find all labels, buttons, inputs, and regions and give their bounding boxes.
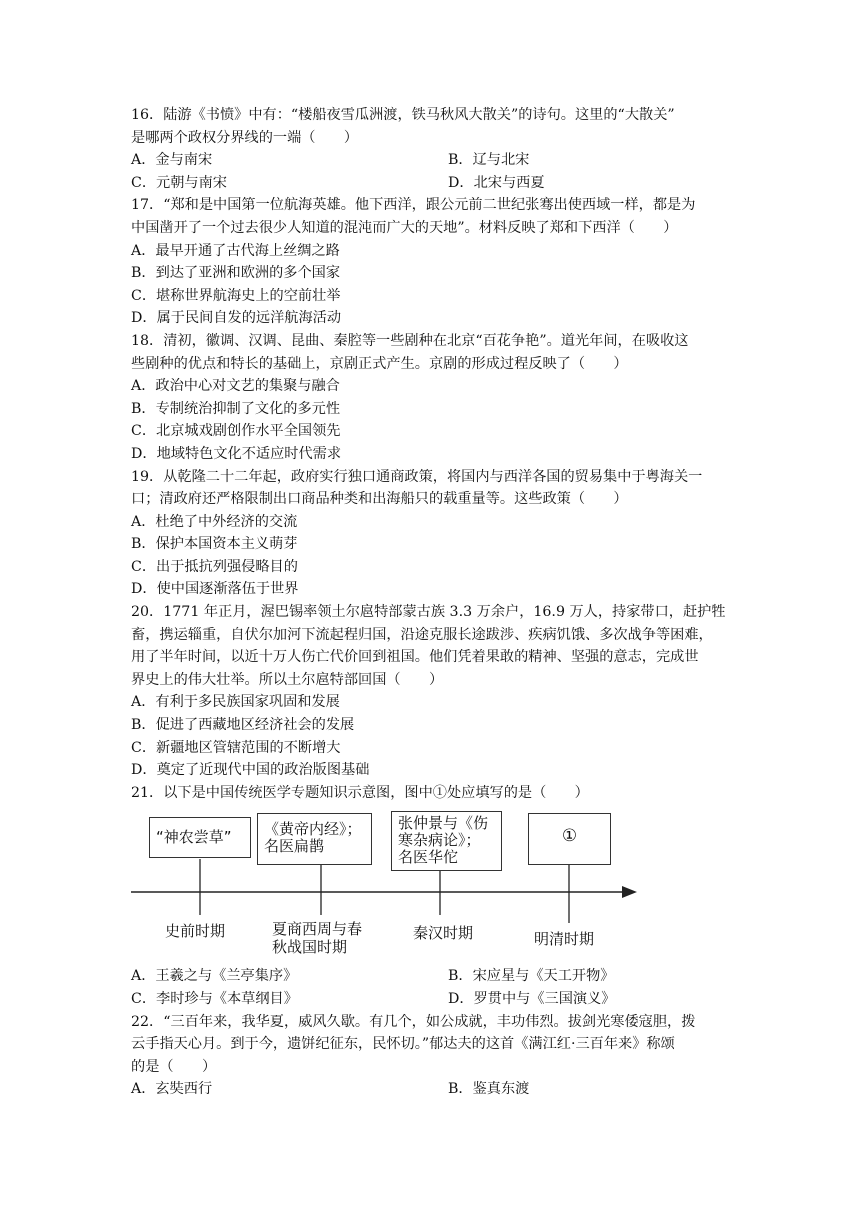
- period-label: 夏商西周与春 秋战国时期: [272, 920, 363, 957]
- option-row: [131, 443, 736, 466]
- option-c[interactable]: C．出于抵抗列强侵略目的: [131, 558, 298, 575]
- option-c[interactable]: C．北京城戏剧创作水平全国领先: [131, 423, 341, 440]
- option-d[interactable]: D．罗贯中与《三国演义》: [448, 991, 616, 1007]
- option-d[interactable]: D．奠定了近现代中国的政治版图基础: [131, 762, 370, 779]
- option-b[interactable]: B．专制统治抑制了文化的多元性: [131, 400, 341, 417]
- option-c[interactable]: C．新疆地区管辖范围的不断增大: [131, 739, 341, 756]
- question-17: [131, 194, 736, 330]
- option-b[interactable]: B．到达了亚洲和欧洲的多个国家: [131, 265, 341, 282]
- diagram-box-ming-qing: [528, 813, 611, 865]
- question-stem: [131, 466, 736, 511]
- question-20: [131, 601, 736, 782]
- box-text: 名医华佗: [398, 848, 459, 867]
- question-19: [131, 466, 736, 602]
- stem-line: 中国凿开了一个过去很少人知道的混沌而广大的天地”。材料反映了郑和下西洋（ ）: [131, 219, 678, 236]
- option-c[interactable]: C．堪称世界航海史上的空前壮举: [131, 287, 341, 304]
- option-row: [131, 172, 736, 195]
- option-c[interactable]: C．元朝与南宋: [131, 174, 227, 191]
- option-b[interactable]: B．辽与北宋: [448, 152, 530, 169]
- box-text: “神农尝草”: [156, 828, 232, 847]
- option-a[interactable]: A．玄奘西行: [131, 1081, 213, 1098]
- option-row: [131, 737, 736, 760]
- option-row: [131, 375, 736, 398]
- stem-line: 畜，携运辎重，自伏尔加河下流起程归国，沿途克服长途跋涉、疾病饥饿、多次战争等困难，: [131, 626, 713, 643]
- option-b[interactable]: B．鉴真东渡: [448, 1081, 530, 1098]
- option-a[interactable]: A．王羲之与《兰亭集序》: [131, 968, 298, 985]
- option-row: [131, 307, 736, 330]
- option-b[interactable]: B．促进了西藏地区经济社会的发展: [131, 717, 355, 734]
- option-row: [131, 965, 736, 988]
- option-a[interactable]: A．最早开通了古代海上丝绸之路: [131, 242, 340, 259]
- question-stem: [131, 194, 736, 239]
- medicine-timeline-diagram: [131, 807, 736, 961]
- option-row: [131, 398, 736, 421]
- question-21: [131, 782, 736, 1011]
- option-row: [131, 533, 736, 556]
- option-row: [131, 556, 736, 579]
- period-label: 史前时期: [165, 922, 226, 941]
- stem-line: 界史上的伟大壮举。所以土尔扈特部回国（ ）: [131, 671, 444, 688]
- box-text: 张仲景与《伤: [398, 814, 489, 833]
- stem-line: 22．“三百年来，我华夏，威风久歇。有几个，如公成就，丰功伟烈。拔剑光寒倭寇胆，拨: [131, 1013, 696, 1030]
- option-c[interactable]: C．李时珍与《本草纲目》: [131, 991, 298, 1007]
- diagram-box-prehistoric: [149, 817, 251, 858]
- question-16: [131, 104, 736, 194]
- box-text: 名医扁鹊: [264, 837, 325, 856]
- option-row: [131, 578, 736, 601]
- exam-page: [131, 104, 736, 1101]
- option-d[interactable]: D．使中国逐渐落伍于世界: [131, 581, 299, 598]
- option-row: [131, 240, 736, 263]
- period-label: 秦汉时期: [413, 924, 474, 943]
- option-d[interactable]: D．地域特色文化不适应时代需求: [131, 445, 342, 462]
- stem-line: 用了半年时间，以近十万人伤亡代价回到祖国。他们凭着果敢的精神、坚强的意志，完成世: [131, 649, 699, 666]
- option-a[interactable]: A．政治中心对文艺的集聚与融合: [131, 378, 340, 395]
- stem-line: 17．“郑和是中国第一位航海英雄。他下西洋，跟公元前二世纪张骞出使西域一样，都是为: [131, 197, 696, 214]
- question-stem: [131, 601, 736, 691]
- option-row: [131, 511, 736, 534]
- option-a[interactable]: A．有利于多民族国家巩固和发展: [131, 694, 340, 711]
- box-text: 《黄帝内经》；: [264, 820, 362, 839]
- diagram-box-xia-shang: [257, 813, 372, 865]
- question-stem: [131, 104, 736, 149]
- stem-line: 19．从乾隆二十二年起，政府实行独口通商政策，将国内与西洋各国的贸易集中于粤海关一: [131, 468, 703, 485]
- option-row: [131, 149, 736, 172]
- stem-line: 是哪两个政权分界线的一端（ ）: [131, 129, 359, 146]
- diagram-box-qin-han: [391, 811, 502, 871]
- option-a[interactable]: A．金与南宋: [131, 152, 213, 169]
- option-d[interactable]: D．北宋与西夏: [448, 174, 545, 191]
- option-row: [131, 285, 736, 308]
- period-label: 明清时期: [534, 930, 595, 949]
- stem-line: 云手指天心月。到于今，遗饼纪征东，民怀切。”郁达夫的这首《满江红·三百年来》称颂: [131, 1036, 675, 1053]
- option-a[interactable]: A．杜绝了中外经济的交流: [131, 513, 298, 530]
- option-row: [131, 714, 736, 737]
- stem-line: 16．陆游《书愤》中有：“楼船夜雪瓜洲渡，铁马秋风大散关”的诗句。这里的“大散关”: [131, 107, 675, 123]
- stem-line: 20．1771 年正月，渥巴锡率领土尔扈特部蒙古族 3.3 万余户，16.9 万人，持家带口，赶护牲: [131, 604, 726, 621]
- option-b[interactable]: B．宋应星与《天工开物》: [448, 968, 615, 985]
- box-text-blank-1: ①: [561, 826, 578, 847]
- stem-line: 些剧种的优点和特长的基础上，京剧正式产生。京剧的形成过程反映了（ ）: [131, 355, 628, 372]
- stem-line: 18．清初，徽调、汉调、昆曲、秦腔等一些剧种在北京“百花争艳”。道光年间，在吸收这: [131, 332, 689, 349]
- option-d[interactable]: D．属于民间自发的远洋航海活动: [131, 310, 342, 327]
- stem-line: 的是（ ）: [131, 1058, 217, 1075]
- option-row: [131, 420, 736, 443]
- option-row: [131, 262, 736, 285]
- question-stem: [131, 330, 736, 375]
- question-stem: [131, 1011, 736, 1079]
- stem-line: 21．以下是中国传统医学专题知识示意图，图中①处应填写的是（ ）: [131, 784, 589, 801]
- stem-line: 口；清政府还严格限制出口商品种类和出海船只的载重量等。这些政策（ ）: [131, 491, 628, 508]
- question-22: [131, 1011, 736, 1101]
- timeline-arrow: [622, 886, 637, 898]
- option-row: [131, 691, 736, 714]
- option-row: [131, 1078, 736, 1101]
- option-row: [131, 988, 736, 1011]
- option-row: [131, 759, 736, 782]
- option-b[interactable]: B．保护本国资本主义萌芽: [131, 536, 298, 553]
- question-stem: [131, 782, 736, 805]
- box-text: 寒杂病论》；: [398, 831, 481, 850]
- question-18: [131, 330, 736, 466]
